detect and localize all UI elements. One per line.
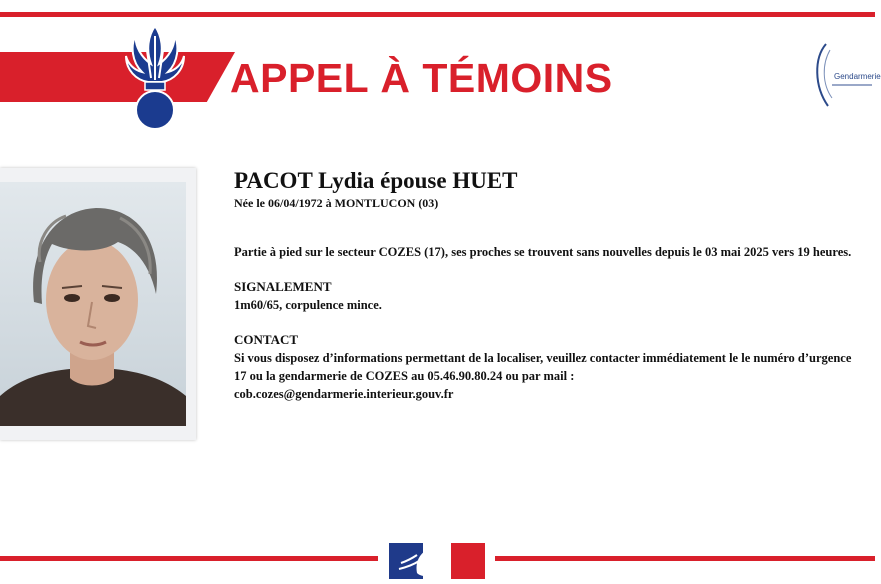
signalement-section [234,278,859,314]
contact-email-link[interactable]: cob.cozes@gendarmerie.interieur.gouv.fr [234,387,454,401]
bottom-red-rule-left [0,556,378,561]
top-red-rule [0,12,875,17]
logo-text: Gendarmerie [834,72,881,81]
header-red-band [0,52,235,102]
info-block [234,167,859,403]
contact-text: Si vous disposez d’informations permettant de la localiser, veuillez contacter immédiatement le le numéro d’urgence 17 ou la gendarmerie de COZES au 05.46.90.80.24 ou par mail : [234,351,852,383]
signalement-text: 1m60/65, corpulence mince. [234,298,382,312]
marianne-flag-icon [389,543,485,579]
gendarmerie-grenade-icon [124,22,186,132]
bottom-red-rule-right [495,556,875,561]
description-text: Partie à pied sur le secteur COZES (17), ses proches se trouvent sans nouvelles depuis le 03 mai 2025 vers 19 heures. [234,245,852,259]
contact-section [234,331,859,403]
page-title: APPEL À TÉMOINS [230,55,613,101]
contact-title: CONTACT [234,332,299,347]
birth-info: Née le 06/04/1972 à MONTLUCON (03) [234,196,439,210]
portrait-frame [0,168,196,440]
portrait-photo [0,182,186,426]
person-name: PACOT Lydia épouse HUET [234,168,518,193]
signalement-title: SIGNALEMENT [234,279,332,294]
gendarmerie-logo [812,40,881,118]
